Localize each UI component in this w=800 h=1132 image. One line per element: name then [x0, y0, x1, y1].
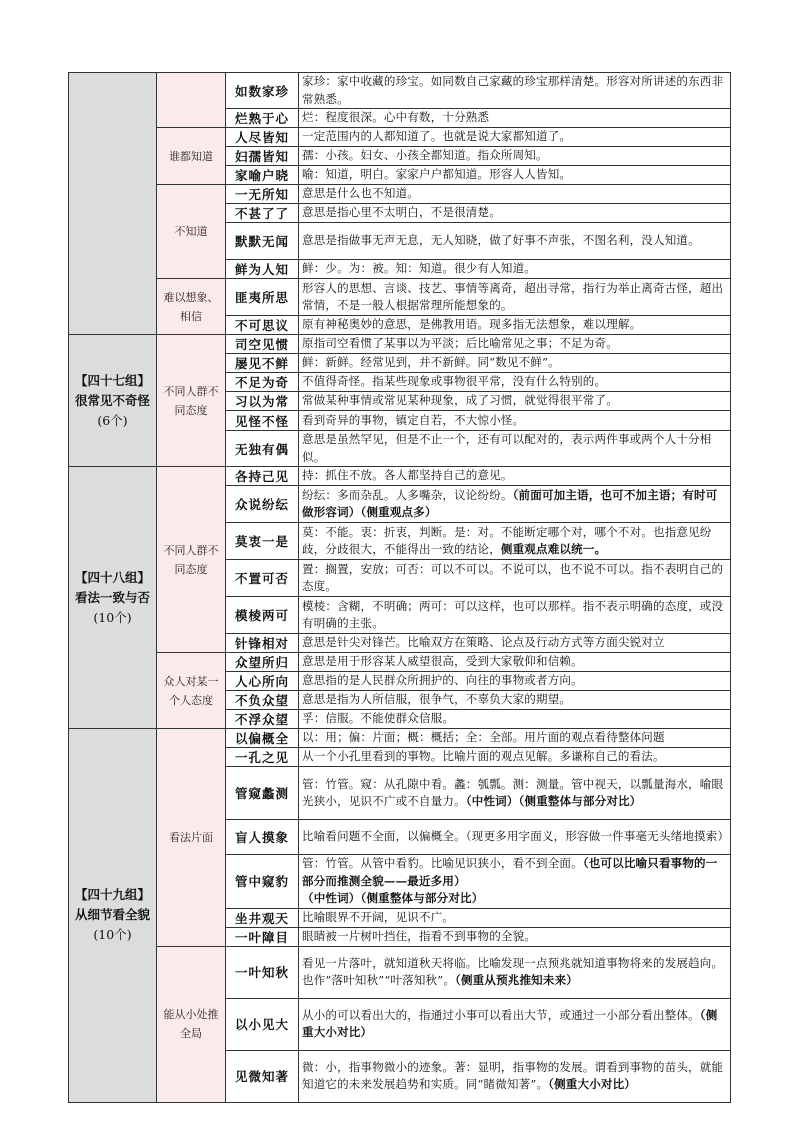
idiom-cell: 不可思议 — [226, 316, 299, 335]
table-row — [69, 467, 731, 486]
explanation-emphasis: （前面可加主语，也可不加主语；有时可做形容词）（侧重观点多） — [302, 487, 718, 519]
group-header-g49 — [69, 729, 157, 1103]
category-label: 看法片面 — [157, 729, 226, 947]
category-label — [157, 73, 226, 128]
group-count: (10个) — [93, 609, 132, 625]
table-row — [69, 128, 731, 147]
group-header-g48 — [69, 467, 157, 729]
explanation-text: 纷纭：多而杂乱。人多嘴杂，议论纷纷。 — [302, 487, 513, 502]
idiom-cell: 屡见不鲜 — [226, 354, 299, 373]
idiom-cell: 烂熟于心 — [226, 109, 299, 128]
idiom-cell: 以小见大 — [226, 998, 299, 1050]
explanation-emphasis: 侧重观点难以统一。 — [500, 542, 607, 556]
explanation-text: 置：搁置，安放；可否：可以不可以。不说可以，也不说不可以。指不表明自己的态度。 — [302, 561, 724, 593]
idiom-cell: 以偏概全 — [226, 729, 299, 748]
idiom-cell: 各持己见 — [226, 467, 299, 486]
explanation-cell — [299, 523, 731, 560]
explanation-cell — [299, 128, 731, 147]
explanation-text: 微：小，指事物微小的迹象。著：显明，指事物的发展。谓看到事物的苗头，就能知道它的未来发展趋势和实质。同“睹微知著”。 — [302, 1059, 724, 1091]
explanation-text: 原有神秘奥妙的意思，是佛教用语。现多指无法想象，难以理解。 — [302, 317, 642, 332]
explanation-cell — [299, 335, 731, 354]
explanation-text: 意思是指心里不太明白，不是很清楚。 — [302, 205, 501, 220]
explanation-emphasis: （侧重从预兆推知未来） — [455, 973, 578, 987]
explanation-cell — [299, 927, 731, 946]
explanation-text: 意思是虽然罕见，但是不止一个，还有可以配对的，表示两件事或两个人十分相似。 — [302, 432, 712, 464]
idiom-cell: 莫衷一是 — [226, 523, 299, 560]
group-title: 【四十七组】 — [74, 372, 150, 388]
explanation-text: 比喻看问题不全面，以偏概全。（现更多用字面义，形容做一件事毫无头绪地摸索） — [302, 829, 730, 844]
explanation-text: 孚：信服。不能使群众信服。 — [302, 711, 455, 726]
idiom-cell: 一无所知 — [226, 185, 299, 204]
idiom-cell: 妇孺皆知 — [226, 147, 299, 166]
category-label: 能从小处推全局 — [157, 946, 226, 1102]
group-subtitle: 很常见不奇怪 — [74, 392, 150, 408]
explanation-cell — [299, 672, 731, 691]
explanation-cell — [299, 855, 731, 909]
explanation-text: 一定范围内的人都知道了。也就是说大家都知道了。 — [302, 129, 572, 144]
group-title: 【四十八组】 — [74, 569, 150, 585]
group-subtitle: 从细节看全貌 — [74, 907, 150, 923]
idiom-cell: 一孔之见 — [226, 748, 299, 767]
category-label: 众人对某一个人态度 — [157, 653, 226, 729]
explanation-emphasis: （也可以比喻只看事物的一部分而推测全貌——最近多用） — [302, 856, 718, 888]
explanation-cell — [299, 260, 731, 279]
category-label: 谁都知道 — [157, 128, 226, 185]
explanation-cell — [299, 373, 731, 392]
idiom-cell: 一叶障目 — [226, 927, 299, 946]
table-row — [69, 279, 731, 316]
explanation-text: 看到奇异的事物，镇定自若，不大惊小怪。 — [302, 412, 525, 427]
explanation-cell — [299, 597, 731, 634]
explanation-text: 持：抓住不放。各人都坚持自己的意见。 — [302, 468, 513, 483]
idiom-table — [68, 72, 731, 1103]
explanation-cell — [299, 998, 731, 1050]
idiom-cell: 盲人摸象 — [226, 820, 299, 855]
idiom-cell: 人心所向 — [226, 672, 299, 691]
category-label: 不同人群不同态度 — [157, 467, 226, 653]
idiom-cell: 一叶知秋 — [226, 946, 299, 998]
explanation-cell — [299, 185, 731, 204]
explanation-text: 意思是用于形容某人威望很高，受到大家敬仰和信赖。 — [302, 654, 583, 669]
idiom-cell: 习以为常 — [226, 392, 299, 411]
explanation-cell — [299, 204, 731, 223]
explanation-cell — [299, 354, 731, 373]
explanation-text: 形容人的思想、言谈、技艺、事情等离奇，超出寻常，指行为举止离奇古怪，超出常情，不是一般人根据常理所能想象的。 — [302, 280, 724, 312]
explanation-text: 烂：程度很深。心中有数，十分熟悉 — [302, 110, 490, 125]
explanation-text: 鲜：少。为：被。知：知道。很少有人知道。 — [302, 261, 536, 276]
explanation-cell — [299, 316, 731, 335]
idiom-cell: 司空见惯 — [226, 335, 299, 354]
explanation-emphasis: （侧重大小对比） — [548, 1077, 637, 1091]
table-row — [69, 946, 731, 998]
explanation-text: 鲜：新鲜。经常见到，并不新鲜。同“数见不鲜”。 — [302, 355, 560, 370]
idiom-table-body — [69, 73, 731, 1103]
explanation-text: 原指司空看惯了某事以为平淡；后比喻常见之事；不足为奇。 — [302, 336, 618, 351]
explanation-cell — [299, 73, 731, 109]
explanation-cell — [299, 653, 731, 672]
explanation-cell — [299, 946, 731, 998]
idiom-cell: 鲜为人知 — [226, 260, 299, 279]
explanation-text: 以：用；偏：片面；概：概括；全：全部。用片面的观点看待整体问题 — [302, 730, 665, 745]
group-subtitle: 看法一致与否 — [74, 589, 150, 605]
idiom-cell: 如数家珍 — [226, 73, 299, 109]
explanation-text: 家珍：家中收藏的珍宝。如同数自己家藏的珍宝那样清楚。形容对所讲述的东西非常熟悉。 — [302, 74, 724, 106]
explanation-cell — [299, 1050, 731, 1102]
explanation-text: 意思是什么也不知道。 — [302, 186, 419, 201]
group-header-g0 — [69, 73, 157, 335]
table-row — [69, 729, 731, 748]
idiom-cell: 管窥蠡测 — [226, 767, 299, 820]
explanation-text: 意思是针尖对锋芒。比喻双方在策略、论点及行动方式等方面尖锐对立 — [302, 635, 665, 650]
explanation-cell — [299, 729, 731, 748]
explanation-text: 意思指的是人民群众所拥护的、向往的事物或者方向。 — [302, 673, 583, 688]
explanation-cell — [299, 691, 731, 710]
explanation-text: 从小的可以看出大的，指通过小事可以看出大节，或通过一小部分看出整体。 — [302, 1007, 700, 1022]
explanation-cell — [299, 467, 731, 486]
explanation-cell — [299, 147, 731, 166]
idiom-cell: 不浮众望 — [226, 710, 299, 729]
table-row — [69, 653, 731, 672]
idiom-cell: 坐井观天 — [226, 908, 299, 927]
explanation-cell — [299, 767, 731, 820]
explanation-cell — [299, 820, 731, 855]
explanation-cell — [299, 908, 731, 927]
idiom-cell: 不甚了了 — [226, 204, 299, 223]
explanation-emphasis: （中性词）（侧重整体与部分对比） — [465, 794, 642, 808]
explanation-text: 从一个小孔里看到的事物。比喻片面的观点见解。多谦称自己的看法。 — [302, 749, 665, 764]
idiom-cell: 默默无闻 — [226, 223, 299, 260]
explanation-text: 管：竹管。窥：从孔隙中看。蠡：瓠瓢。测：测量。管中视天，以瓢量海水，喻眼光狭小，见识不广或不自量力。 — [302, 776, 724, 808]
explanation-cell — [299, 431, 731, 467]
explanation-text: 莫：不能。衷：折衷，判断。是：对。不能断定哪个对，哪个不对。也指意见纷歧，分歧很大，不能得出一致的结论， — [302, 524, 712, 556]
idiom-cell: 人尽皆知 — [226, 128, 299, 147]
idiom-cell: 不足为奇 — [226, 373, 299, 392]
explanation-text: 模棱：含糊，不明确；两可：可以这样，也可以那样。指不表示明确的态度，或没有明确的主张。 — [302, 598, 724, 630]
explanation-text: 管：竹管。从管中看豹。比喻见识狭小，看不到全面。 — [302, 856, 583, 870]
explanation-cell — [299, 109, 731, 128]
idiom-table-sheet — [68, 72, 730, 1103]
idiom-cell: 众说纷纭 — [226, 486, 299, 523]
explanation-text: 孺：小孩。妇女、小孩全都知道。指众所周知。 — [302, 148, 548, 163]
explanation-text: 不值得奇怪。指某些现象或事物很平常，没有什么特别的。 — [302, 374, 607, 389]
idiom-cell: 模棱两可 — [226, 597, 299, 634]
explanation-cell — [299, 748, 731, 767]
explanation-text: 看见一片落叶，就知道秋天将临。比喻发现一点预兆就知道事物将来的发展趋向。也作“落叶知秋”“叶落知秋”。 — [302, 955, 724, 987]
explanation-cell — [299, 560, 731, 597]
group-count: (6个) — [97, 412, 128, 428]
explanation-emphasis: （侧重大小对比） — [302, 1007, 718, 1039]
category-label: 不同人群不同态度 — [157, 335, 226, 467]
explanation-text: 意思是指为人所信服，很争气，不辜负大家的期望。 — [302, 692, 572, 707]
table-row — [69, 185, 731, 204]
idiom-cell: 不负众望 — [226, 691, 299, 710]
category-label: 难以想象、相信 — [157, 279, 226, 335]
explanation-text: 常做某种事情或常见某种现象，成了习惯，就觉得很平常了。 — [302, 393, 618, 408]
group-count: (10个) — [93, 927, 132, 943]
idiom-cell: 不置可否 — [226, 560, 299, 597]
category-label: 不知道 — [157, 185, 226, 279]
idiom-cell: 无独有偶 — [226, 431, 299, 467]
idiom-cell: 家喻户晓 — [226, 166, 299, 185]
idiom-cell: 匪夷所思 — [226, 279, 299, 316]
explanation-cell — [299, 710, 731, 729]
explanation-cell — [299, 411, 731, 431]
explanation-cell — [299, 166, 731, 185]
idiom-cell: 针锋相对 — [226, 634, 299, 653]
explanation-cell — [299, 392, 731, 411]
explanation-emphasis: （中性词）（侧重整体与部分对比） — [302, 891, 484, 905]
idiom-cell: 管中窥豹 — [226, 855, 299, 909]
explanation-cell — [299, 486, 731, 523]
idiom-cell: 见怪不怪 — [226, 411, 299, 431]
idiom-cell: 众望所归 — [226, 653, 299, 672]
explanation-text: 喻：知道，明白。家家户户都知道。形容人人皆知。 — [302, 167, 572, 182]
group-header-g47 — [69, 335, 157, 467]
explanation-text: 眼睛被一片树叶挡住，指看不到事物的全貌。 — [302, 928, 536, 943]
explanation-text: 意思是指做事无声无息，无人知晓，做了好事不声张，不图名利，没人知道。 — [302, 233, 700, 248]
explanation-cell — [299, 634, 731, 653]
explanation-cell — [299, 279, 731, 316]
explanation-cell — [299, 223, 731, 260]
idiom-cell: 见微知著 — [226, 1050, 299, 1102]
table-row — [69, 73, 731, 109]
explanation-text: 比喻眼界不开阔，见识不广。 — [302, 909, 455, 924]
group-title: 【四十九组】 — [74, 887, 150, 903]
table-row — [69, 335, 731, 354]
